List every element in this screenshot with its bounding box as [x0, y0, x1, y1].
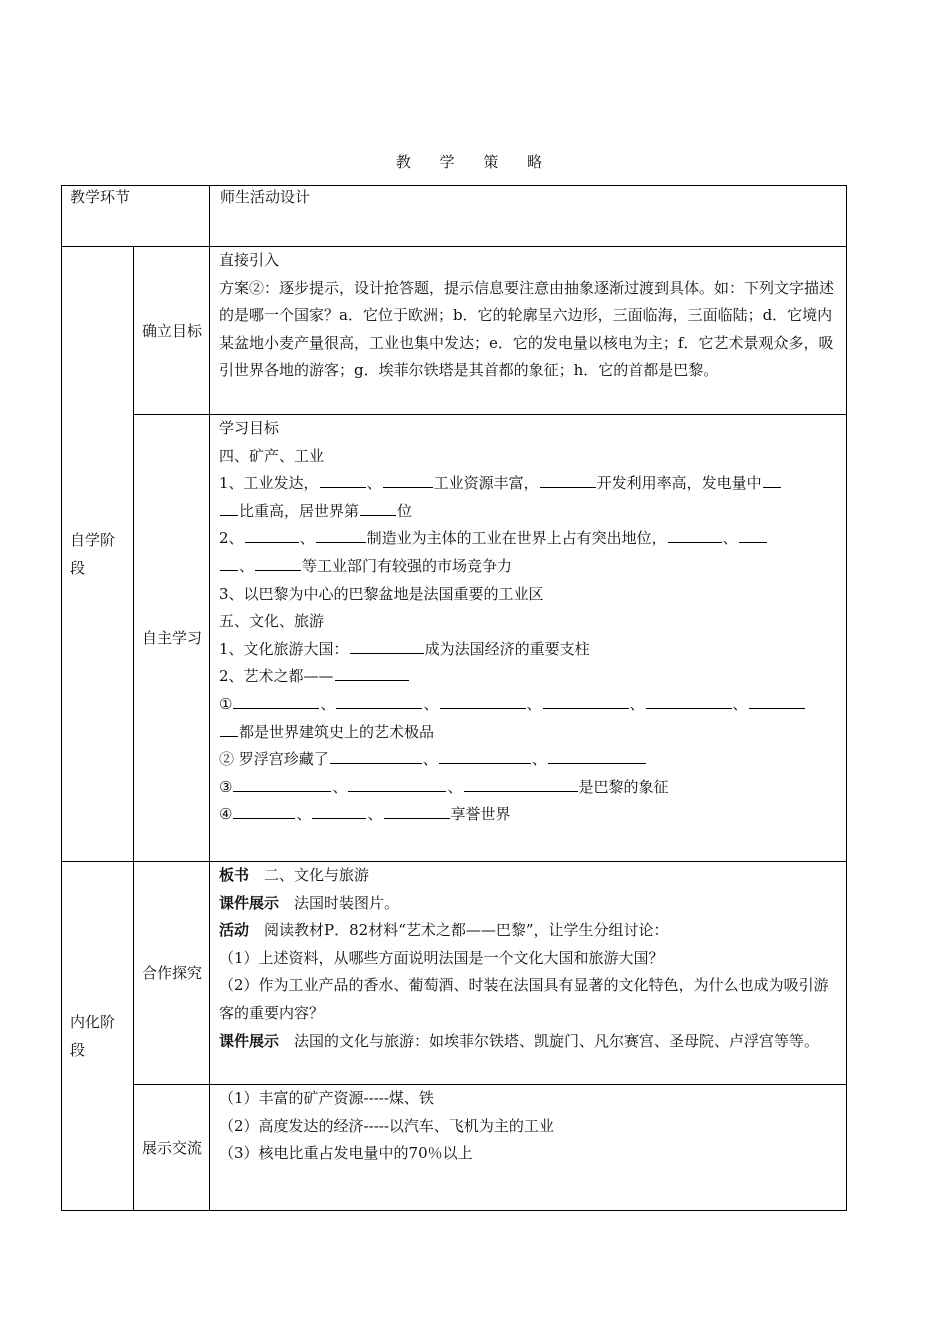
fill-blank — [335, 664, 409, 681]
row-goal — [62, 247, 847, 415]
fill-blank — [245, 526, 299, 543]
self-study-heading: 学习目标 — [219, 419, 280, 437]
fill-blank — [220, 720, 238, 737]
sub-self-study-label: 自主学习 — [134, 415, 210, 862]
goal-heading: 直接引入 — [219, 251, 280, 269]
fill-blank — [255, 554, 301, 571]
art-row-2: ② 罗浮宫珍藏了 、 、 — [219, 746, 838, 774]
sub-share-label: 展示交流 — [134, 1085, 210, 1211]
fill-blank — [763, 471, 781, 488]
fill-blank — [360, 499, 396, 516]
fill-blank — [439, 747, 531, 764]
fill-blank — [233, 692, 319, 709]
goal-content — [210, 247, 847, 415]
header-activity-design: 师生活动设计 — [210, 186, 847, 247]
share-content — [210, 1085, 847, 1211]
explore-question-2: （2）作为工业产品的香水、葡萄酒、时装在法国具有显著的文化特色，为什么也成为吸引游客的重要内容？ — [219, 976, 829, 1022]
fill-blank — [220, 554, 238, 571]
stage-self-study-label: 自学阶段 — [62, 247, 134, 862]
industry-item-3: 3、以巴黎为中心的巴黎盆地是法国重要的工业区 — [219, 584, 544, 603]
fill-blank — [749, 692, 805, 709]
art-row-1: ① 、 、 、 、 、 都是世界建筑史上的艺术极品 — [219, 691, 838, 746]
row-explore — [62, 862, 847, 1085]
art-row-3: ③ 、 、 是巴黎的象征 — [219, 774, 838, 802]
self-study-content — [210, 415, 847, 862]
fill-blank — [384, 802, 450, 819]
page-title: 教 学 策 略 — [395, 153, 555, 171]
header-teaching-stage: 教学环节 — [62, 186, 210, 247]
fill-blank — [548, 747, 646, 764]
fill-blank — [464, 775, 578, 792]
section-culture-tourism: 五、文化、旅游 — [219, 612, 325, 631]
explore-line-3: 活动 阅读教材P．82材料“艺术之都——巴黎”，让学生分组讨论： — [219, 921, 669, 940]
explore-content — [210, 862, 847, 1085]
fill-blank — [540, 471, 596, 488]
fill-blank — [316, 526, 366, 543]
row-self-study — [62, 415, 847, 862]
fill-blank — [220, 499, 238, 516]
fill-blank — [233, 775, 331, 792]
culture-item-1: 1、文化旅游大国： 成为法国经济的重要支柱 — [219, 636, 838, 664]
sub-explore-label: 合作探究 — [134, 862, 210, 1085]
section-mining-industry: 四、矿产、工业 — [219, 446, 325, 465]
fill-blank — [383, 471, 433, 488]
fill-blank — [350, 637, 424, 654]
fill-blank — [348, 775, 446, 792]
teaching-strategy-table — [61, 185, 847, 1211]
fill-blank — [336, 692, 422, 709]
fill-blank — [668, 526, 722, 543]
explore-line-1: 板书 二、文化与旅游 — [219, 866, 370, 884]
culture-item-2: 2、艺术之都—— — [219, 663, 838, 691]
industry-item-2: 2、 、 制造业为主体的工业在世界上占有突出地位， 、 、 等工业部门有较强的市场竞争力 — [219, 525, 838, 580]
fill-blank — [312, 802, 366, 819]
fill-blank — [320, 471, 366, 488]
fill-blank — [330, 747, 422, 764]
share-point-3: （3）核电比重占发电量中的70％以上 — [219, 1144, 473, 1163]
art-row-4: ④ 、 、 享誉世界 — [219, 801, 838, 829]
fill-blank — [739, 526, 767, 543]
fill-blank — [440, 692, 526, 709]
goal-text: 方案②：逐步提示，设计抢答题，提示信息要注意由抽象逐渐过渡到具体。如：下列文字描述的是哪一个国家？a．它位于欧洲；b．它的轮廓呈六边形，三面临海，三面临陆；d．它境内某盆地小麦产量很高，工业也集中发达；e．它的发电量以核电为主；f．它艺术景观众多，吸引世界各地的游客；g．埃菲尔铁塔是其首都的象征；h．它的首都是巴黎。 — [219, 278, 835, 380]
fill-blank — [543, 692, 629, 709]
row-share — [62, 1085, 847, 1211]
explore-line-4: 课件展示 法国的文化与旅游：如埃菲尔铁塔、凯旋门、凡尔赛宫、圣母院、卢浮宫等等。 — [219, 1031, 820, 1050]
explore-line-2: 课件展示 法国时装图片。 — [219, 893, 400, 912]
fill-blank — [646, 692, 732, 709]
stage-internalize-label: 内化阶段 — [62, 862, 134, 1211]
share-point-2: （2）高度发达的经济-----以汽车、飞机为主的工业 — [219, 1116, 554, 1135]
fill-blank — [233, 802, 295, 819]
sub-goal-label: 确立目标 — [134, 247, 210, 415]
share-point-1: （1）丰富的矿产资源-----煤、铁 — [219, 1089, 434, 1107]
industry-item-1: 1、工业发达， 、 工业资源丰富， 开发利用率高，发电量中 比重高，居世界第 位 — [219, 470, 838, 525]
header-row — [62, 186, 847, 247]
explore-question-1: （1）上述资料，从哪些方面说明法国是一个文化大国和旅游大国？ — [219, 948, 664, 967]
